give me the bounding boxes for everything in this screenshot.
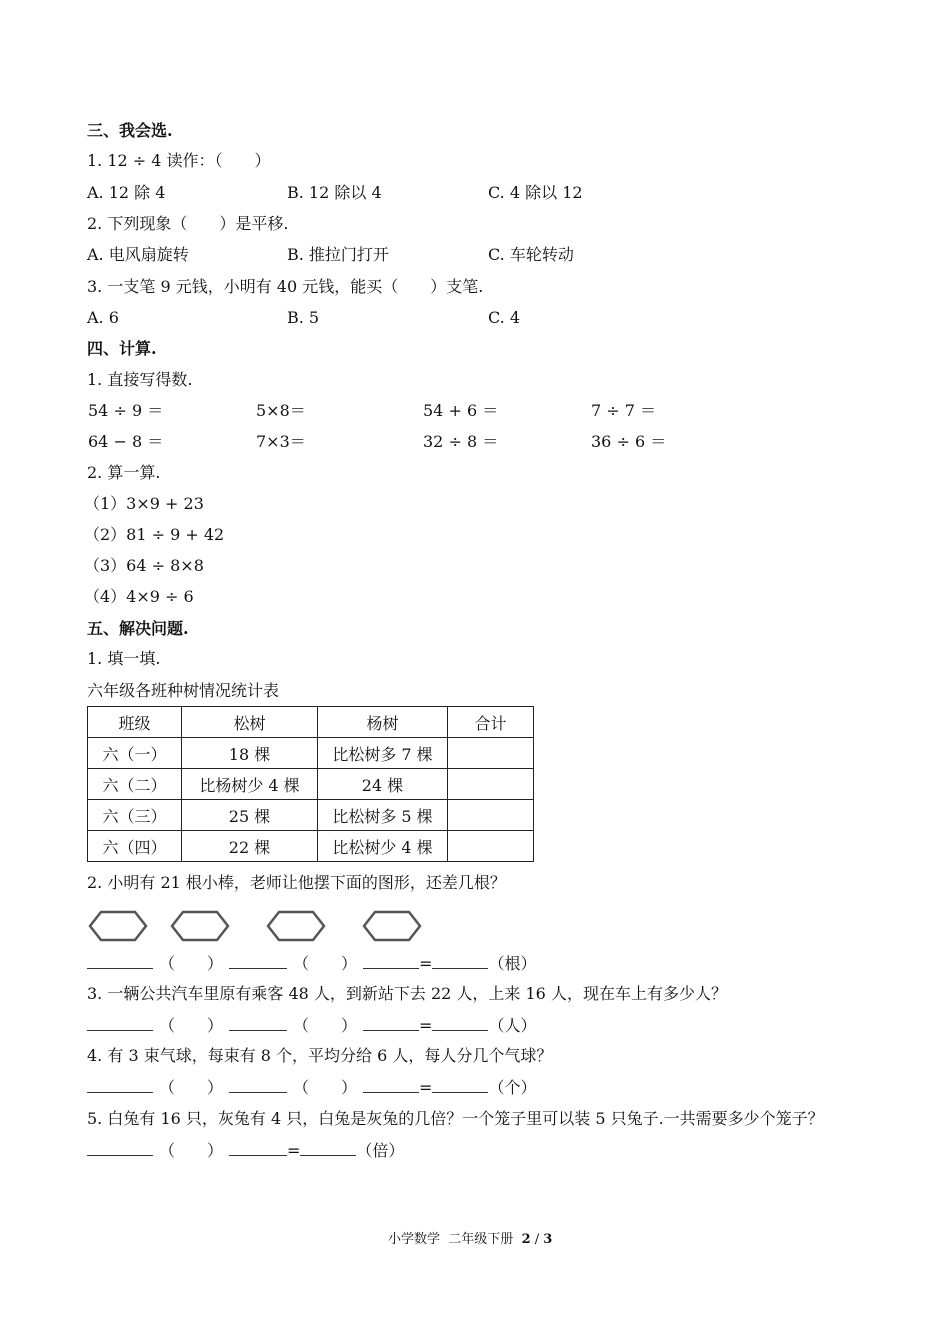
table-cell-blank (448, 769, 534, 800)
section4-part2-title: 2. 算一算. (87, 463, 161, 482)
answer-paren: （ ） (293, 954, 358, 973)
answer-line-p2 (87, 952, 536, 975)
section5-part2-title: 2. 小明有 21 根小棒，老师让他摆下面的图形，还差几根？ (87, 873, 506, 892)
answer-blank[interactable] (229, 952, 287, 969)
section4-part1-title: 1. 直接写得数. (87, 370, 193, 389)
page-footer (388, 1228, 552, 1247)
table-header-row (88, 707, 534, 738)
table-header: 松树 (182, 707, 318, 738)
section3-q1-option-b: B. 12 除以 4 (287, 183, 382, 202)
section4-heading: 四、计算. (87, 339, 157, 358)
hexagon-shape (268, 912, 324, 940)
section3-q3-option-b: B. 5 (287, 308, 320, 327)
table-cell: 比杨树少 4 棵 (182, 769, 318, 800)
footer-page-total: 3 (543, 1232, 553, 1247)
table-row (88, 831, 534, 862)
answer-blank[interactable] (363, 1076, 419, 1093)
answer-blank[interactable] (300, 1139, 356, 1156)
calc-item: 32 ÷ 8 ＝ (423, 432, 499, 451)
section3-q2: 2. 下列现象（ ）是平移. (87, 214, 289, 233)
expression-item: （2）81 ÷ 9 + 42 (84, 525, 225, 544)
calc-item: 36 ÷ 6 ＝ (591, 432, 667, 451)
answer-line-p4 (87, 1076, 536, 1099)
section3-q3: 3. 一支笔 9 元钱，小明有 40 元钱，能买（ ）支笔. (87, 277, 484, 296)
table-row (88, 800, 534, 831)
section3-heading: 三、我会选. (87, 121, 173, 140)
calc-item: 54 + 6 ＝ (423, 401, 499, 420)
table-row (88, 769, 534, 800)
expression-item: （1）3×9 + 23 (84, 494, 204, 513)
hexagon-figures (88, 908, 428, 944)
calc-item: 7×3＝ (256, 432, 306, 451)
footer-subject: 小学数学 (388, 1232, 441, 1247)
tree-planting-table (87, 706, 534, 862)
unit-label: （人） (488, 1016, 537, 1035)
answer-paren: （ ） (159, 1016, 224, 1035)
section3-q2-option-b: B. 推拉门打开 (287, 245, 389, 264)
section3-q1-option-a: A. 12 除 4 (87, 183, 166, 202)
answer-blank[interactable] (432, 1076, 488, 1093)
table-cell: 18 棵 (182, 738, 318, 769)
table-cell: 六（一） (88, 738, 182, 769)
footer-grade: 二年级下册 (448, 1232, 514, 1247)
answer-line-p5 (87, 1139, 404, 1162)
table-header: 合计 (448, 707, 534, 738)
footer-page-separator: / (530, 1232, 544, 1247)
table-header: 杨树 (318, 707, 448, 738)
table-cell: 22 棵 (182, 831, 318, 862)
section5-heading: 五、解决问题. (87, 619, 189, 638)
table-cell-blank (448, 738, 534, 769)
calc-item: 54 ÷ 9 ＝ (88, 401, 164, 420)
section3-q1: 1. 12 ÷ 4 读作：（ ） (87, 151, 271, 170)
answer-blank[interactable] (87, 1014, 153, 1031)
section5-part5-title: 5. 白兔有 16 只，灰兔有 4 只，白兔是灰兔的几倍？一个笼子里可以装 5 只兔子.一共需要多少个笼子？ (87, 1109, 824, 1128)
table-cell: 六（二） (88, 769, 182, 800)
unit-label: （个） (488, 1078, 537, 1097)
answer-blank[interactable] (432, 1014, 488, 1031)
section3-q3-option-a: A. 6 (87, 308, 119, 327)
section3-q1-option-c: C. 4 除以 12 (488, 183, 583, 202)
answer-paren: （ ） (159, 1141, 224, 1160)
answer-blank[interactable] (363, 1014, 419, 1031)
table-cell: 比松树多 7 棵 (318, 738, 448, 769)
equals-sign: = (419, 1078, 433, 1097)
calc-item: 64 − 8 ＝ (88, 432, 164, 451)
table-cell: 24 棵 (318, 769, 448, 800)
answer-paren: （ ） (159, 1078, 224, 1097)
answer-paren: （ ） (159, 954, 224, 973)
answer-blank[interactable] (229, 1139, 287, 1156)
answer-blank[interactable] (229, 1014, 287, 1031)
table-cell: 六（三） (88, 800, 182, 831)
table-header: 班级 (88, 707, 182, 738)
calc-item: 5×8＝ (256, 401, 306, 420)
answer-paren: （ ） (293, 1016, 358, 1035)
table-title: 六年级各班种树情况统计表 (87, 681, 280, 700)
hexagon-shape (364, 912, 420, 940)
answer-blank[interactable] (87, 1139, 153, 1156)
answer-blank[interactable] (432, 952, 488, 969)
table-row (88, 738, 534, 769)
unit-label: （根） (488, 954, 537, 973)
answer-paren: （ ） (293, 1078, 358, 1097)
answer-line-p3 (87, 1014, 536, 1037)
equals-sign: = (419, 954, 433, 973)
table-cell-blank (448, 800, 534, 831)
equals-sign: = (419, 1016, 433, 1035)
footer-page-number: 2 (521, 1232, 531, 1247)
unit-label: （倍） (356, 1141, 405, 1160)
equals-sign: = (287, 1141, 301, 1160)
answer-blank[interactable] (363, 952, 419, 969)
calc-item: 7 ÷ 7 ＝ (591, 401, 657, 420)
table-cell: 25 棵 (182, 800, 318, 831)
hexagon-shape (90, 912, 146, 940)
section3-q3-option-c: C. 4 (488, 308, 521, 327)
section5-part1-title: 1. 填一填. (87, 649, 161, 668)
answer-blank[interactable] (229, 1076, 287, 1093)
section5-part4-title: 4. 有 3 束气球，每束有 8 个，平均分给 6 人，每人分几个气球？ (87, 1046, 553, 1065)
expression-item: （3）64 ÷ 8×8 (84, 556, 204, 575)
answer-blank[interactable] (87, 1076, 153, 1093)
table-cell: 比松树多 5 棵 (318, 800, 448, 831)
expression-item: （4）4×9 ÷ 6 (84, 587, 194, 606)
table-cell-blank (448, 831, 534, 862)
section5-part3-title: 3. 一辆公共汽车里原有乘客 48 人，到新站下去 22 人，上来 16 人，现在车上有多少人？ (87, 984, 727, 1003)
table-cell: 六（四） (88, 831, 182, 862)
section3-q2-option-c: C. 车轮转动 (488, 245, 574, 264)
hexagon-shape (172, 912, 228, 940)
section3-q2-option-a: A. 电风扇旋转 (87, 245, 189, 264)
answer-blank[interactable] (87, 952, 153, 969)
table-cell: 比松树少 4 棵 (318, 831, 448, 862)
